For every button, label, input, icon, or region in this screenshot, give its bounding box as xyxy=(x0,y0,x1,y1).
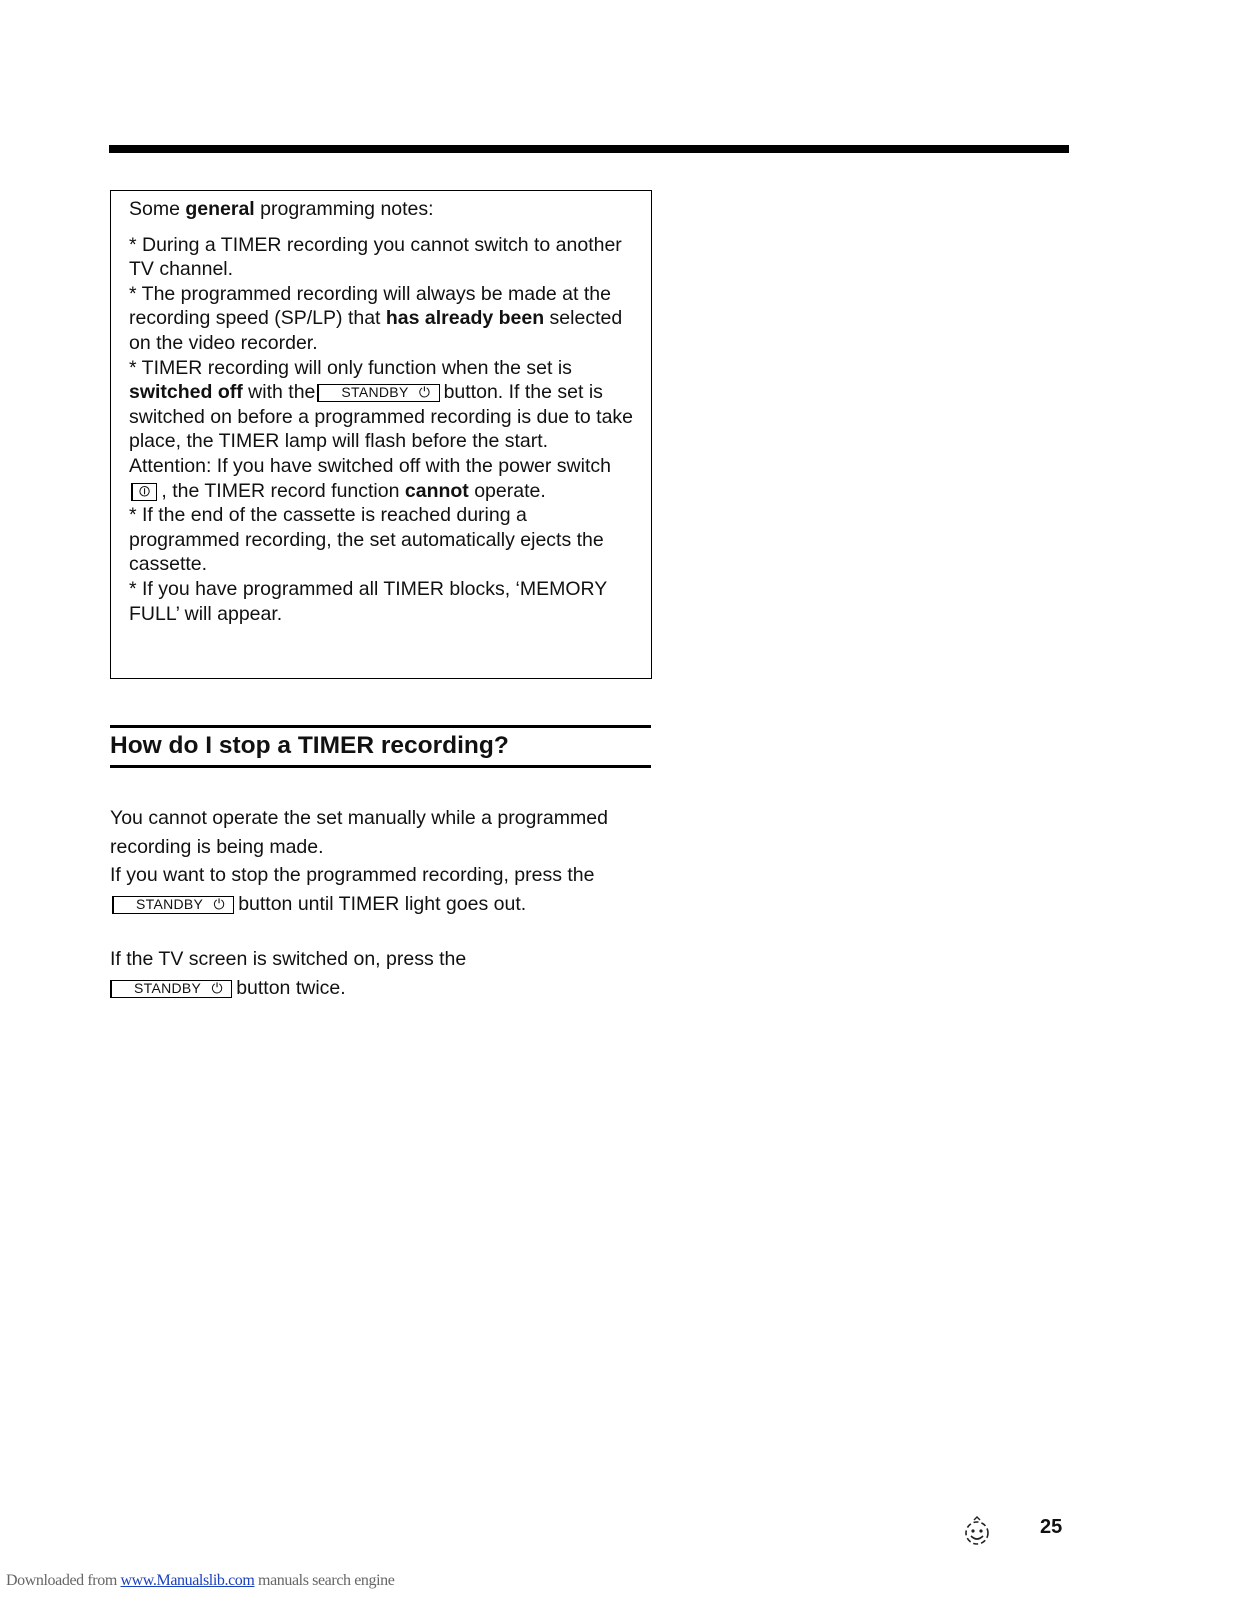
body-paragraph-2 xyxy=(110,861,670,918)
attention-text-end: operate. xyxy=(468,479,546,502)
standby-power-icon: ⏻ xyxy=(418,384,431,401)
section-underline xyxy=(110,765,651,768)
body-paragraph-3-text-end: button twice. xyxy=(236,976,346,999)
standby-key-label xyxy=(110,980,232,998)
section-body xyxy=(110,804,670,1002)
notes-intro-text: Some xyxy=(129,198,186,220)
power-switch-key-label xyxy=(131,483,157,501)
top-rule xyxy=(109,145,1069,153)
note-item-1: * During a TIMER recording you cannot switch to another TV channel. xyxy=(129,233,622,281)
note-item-2-text: * The programmed recording will always be made at the recording speed (SP/LP) that xyxy=(129,282,611,330)
power-switch-icon: ⏼ xyxy=(139,482,151,499)
notes-intro-bold: general xyxy=(185,198,255,220)
note-item-4: * If the end of the cassette is reached during a programmed recording, the set automatically ejects the cassette. xyxy=(129,504,604,576)
note-item-3-text-end: button. If the set is switched on before a programmed recording is due to take place, the TIMER lamp will flash before the start. xyxy=(129,381,634,453)
note-item-2 xyxy=(129,282,635,356)
body-paragraph-3 xyxy=(110,945,670,1002)
page-number: 25 xyxy=(1040,1516,1063,1538)
smiley-face-icon xyxy=(962,1516,992,1553)
standby-key-text: STANDBY xyxy=(341,384,409,401)
section-heading: How do I stop a TIMER recording? xyxy=(110,732,509,759)
note-item-3 xyxy=(129,356,635,454)
notes-intro xyxy=(129,197,635,222)
note-item-5: * If you have programmed all TIMER blocks, ‘MEMORY FULL’ will appear. xyxy=(129,577,607,625)
note-item-2-bold: has already been xyxy=(385,307,545,330)
standby-key-label xyxy=(317,384,439,402)
standby-key-label xyxy=(112,896,234,914)
standby-key-text: STANDBY xyxy=(136,895,204,912)
note-item-3-text-mid: with the xyxy=(242,381,316,404)
notes-intro-text-end: programming notes: xyxy=(254,198,434,220)
manualslib-link[interactable]: www.Manualslib.com xyxy=(120,1572,255,1589)
attention-bold: cannot xyxy=(404,479,469,502)
note-item-3-bold: switched off xyxy=(129,381,243,404)
programming-notes-box xyxy=(110,190,652,679)
source-text-end: manuals search engine xyxy=(254,1572,395,1589)
body-paragraph-1: You cannot operate the set manually while a programmed recording is being made. xyxy=(110,807,608,858)
standby-power-icon: ⏻ xyxy=(213,895,225,912)
source-text: Downloaded from xyxy=(6,1572,121,1589)
standby-key-text: STANDBY xyxy=(134,979,202,996)
attention-text: Attention: If you have switched off with the power switch xyxy=(129,454,611,477)
attention-note xyxy=(129,454,635,503)
attention-text-mid: , the TIMER record function xyxy=(161,479,405,502)
note-item-3-text: * TIMER recording will only function when the set is xyxy=(129,356,572,379)
standby-power-icon: ⏻ xyxy=(211,979,223,996)
body-paragraph-3-text: If the TV screen is switched on, press the xyxy=(110,948,467,970)
note-item-2-text-end: selected on the video recorder. xyxy=(129,307,623,354)
body-paragraph-2-text-end: button until TIMER light goes out. xyxy=(238,892,527,915)
body-paragraph-2-text: If you want to stop the programmed recording, press the xyxy=(110,864,595,886)
download-source-line xyxy=(6,1572,394,1590)
section-top-rule xyxy=(110,725,651,728)
